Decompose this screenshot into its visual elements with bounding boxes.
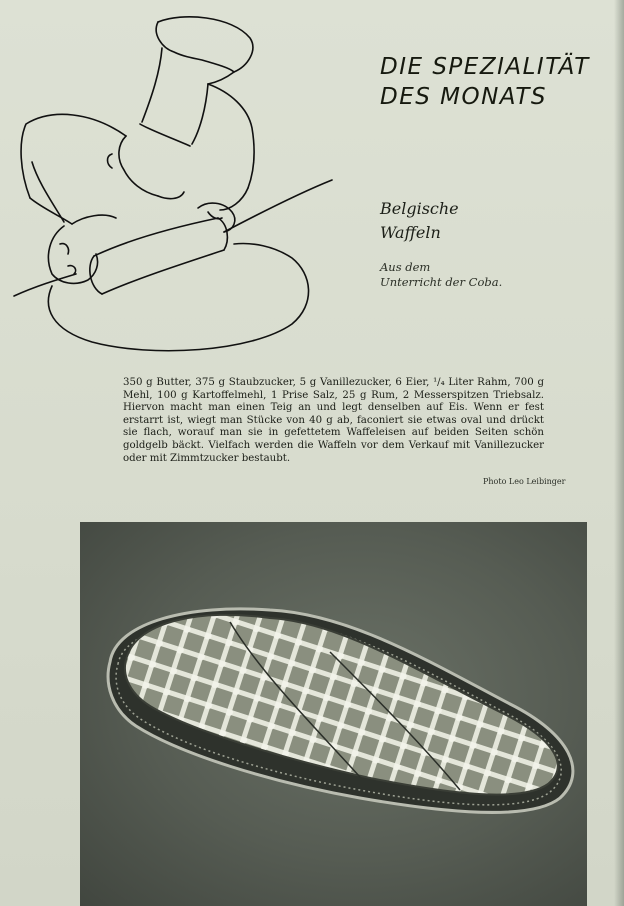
- recipe-source: [380, 260, 502, 290]
- waffle-photo: [80, 522, 587, 906]
- page-title: [380, 52, 590, 112]
- baker-rolling-dough-illustration: [12, 12, 352, 352]
- recipe-name-line-1: Belgische: [380, 199, 459, 218]
- recipe-source-line-2: Unterricht der Coba.: [380, 275, 503, 289]
- page-edge-shadow: [614, 0, 624, 906]
- recipe-name: [380, 197, 459, 245]
- photo-credit: Photo Leo Leibinger: [483, 477, 566, 486]
- title-line-2: DES MONATS: [380, 84, 548, 110]
- recipe-text: 350 g Butter, 375 g Staubzucker, 5 g Vanillezucker, 6 Eier, ¹/₄ Liter Rahm, 700 g Mehl, 100 g Kartoffelmehl, 1 Prise Salz, 25 g Rum, 2 Messerspitzen Triebsalz. Hiervon macht man einen Teig an und legt denselben auf Eis. Wenn er fest erstarrt ist, wiegt man Stücke von 40 g ab, faconiert sie etwas oval und drückt sie flach, worauf man sie in gefettetem Waffeleisen auf beiden Seiten schön goldgelb bäckt. Vielfach werden die Waffeln vor dem Verkauf mit Vanillezucker oder mit Zimmtzucker bestaubt.: [123, 377, 544, 464]
- title-line-1: DIE SPEZIALITÄT: [380, 54, 590, 80]
- recipe-source-line-1: Aus dem: [380, 260, 431, 274]
- recipe-name-line-2: Waffeln: [380, 223, 441, 242]
- waffle-platter-image: [80, 522, 587, 906]
